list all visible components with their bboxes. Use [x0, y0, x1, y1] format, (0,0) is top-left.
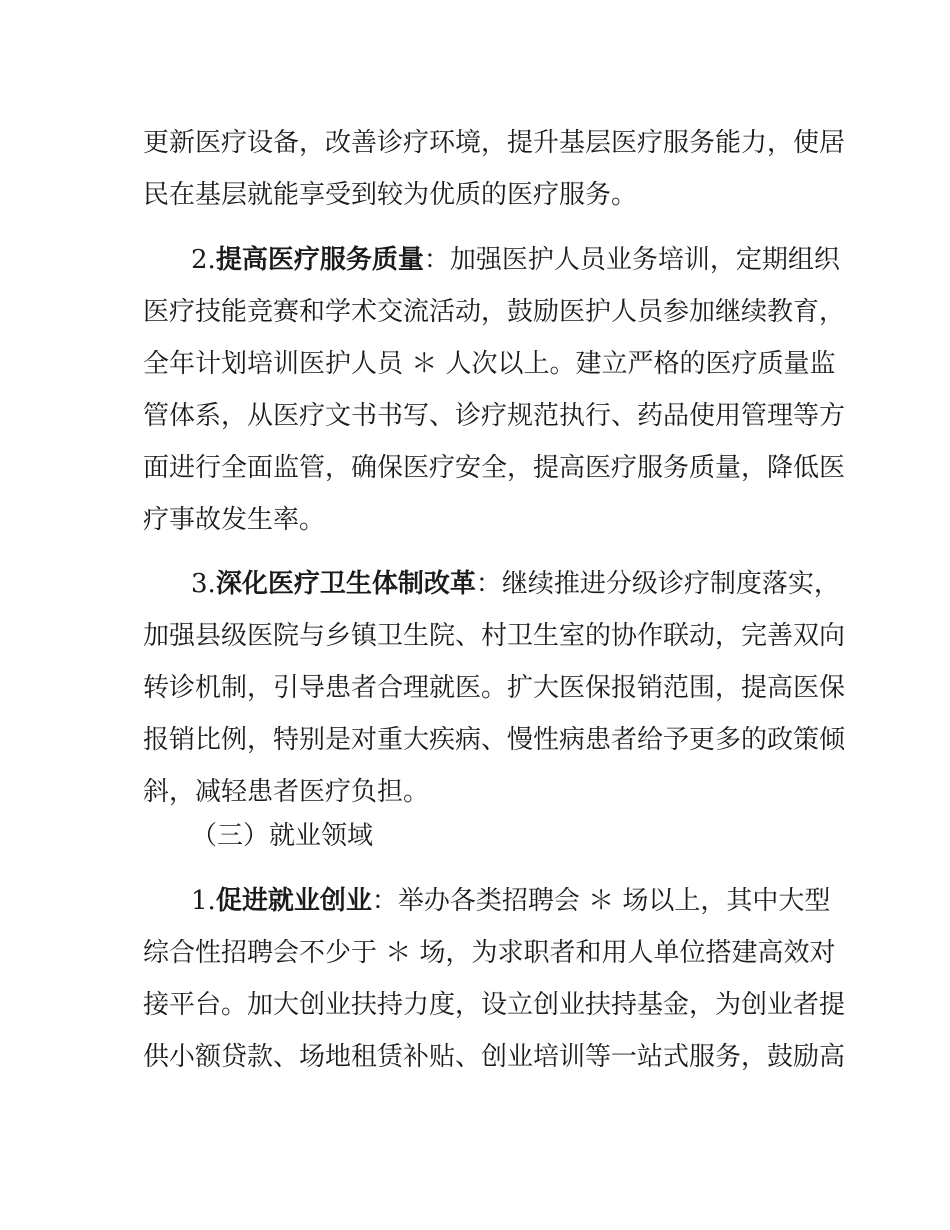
text-line: 面进行全面监管，确保医疗安全，提高医疗服务质量，降低医 — [143, 453, 846, 483]
text-line: 报销比例，特别是对重大疾病、慢性病患者给予更多的政策倾 — [143, 725, 846, 755]
section-heading: （三）就业领域 — [191, 821, 374, 851]
item-title: 提高医疗服务质量 — [215, 245, 424, 275]
text-line: 转诊机制，引导患者合理就医。扩大医保报销范围，提高医保 — [143, 673, 846, 703]
text-line: 更新医疗设备，改善诊疗环境，提升基层医疗服务能力，使居 — [143, 128, 846, 158]
text-line: 医疗技能竞赛和学术交流活动，鼓励医护人员参加继续教育， — [143, 297, 846, 327]
item-title: 深化医疗卫生体制改革 — [215, 569, 476, 599]
text-line: 斜，减轻患者医疗负担。 — [143, 777, 430, 807]
text-line: 管体系，从医疗文书书写、诊疗规范执行、药品使用管理等方 — [143, 401, 846, 431]
item-number: 1. — [191, 886, 216, 916]
paragraph-first-line — [191, 243, 840, 277]
item-number: 3. — [191, 569, 216, 599]
text-line: 综合性招聘会不少于 ＊ 场，为求职者和用人单位搭建高效对 — [143, 938, 836, 968]
item-title: 促进就业创业 — [215, 886, 372, 916]
item-text: ：加强医护人员业务培训，定期组织 — [423, 245, 840, 275]
text-line: 民在基层就能享受到较为优质的医疗服务。 — [143, 180, 638, 210]
paragraph-first-line — [191, 884, 831, 918]
text-line: 全年计划培训医护人员 ＊ 人次以上。建立严格的医疗质量监 — [143, 349, 836, 379]
text-line: 加强县级医院与乡镇卫生院、村卫生室的协作联动，完善双向 — [143, 621, 846, 651]
paragraph-first-line — [191, 567, 840, 601]
text-line: 接平台。加大创业扶持力度，设立创业扶持基金，为创业者提 — [143, 990, 846, 1020]
text-line: 疗事故发生率。 — [143, 505, 326, 535]
item-text: ：继续推进分级诊疗制度落实， — [475, 569, 840, 599]
text-line: 供小额贷款、场地租赁补贴、创业培训等一站式服务，鼓励高 — [143, 1042, 846, 1072]
item-number: 2. — [191, 245, 216, 275]
item-text: ：举办各类招聘会 ＊ 场以上，其中大型 — [371, 886, 831, 916]
